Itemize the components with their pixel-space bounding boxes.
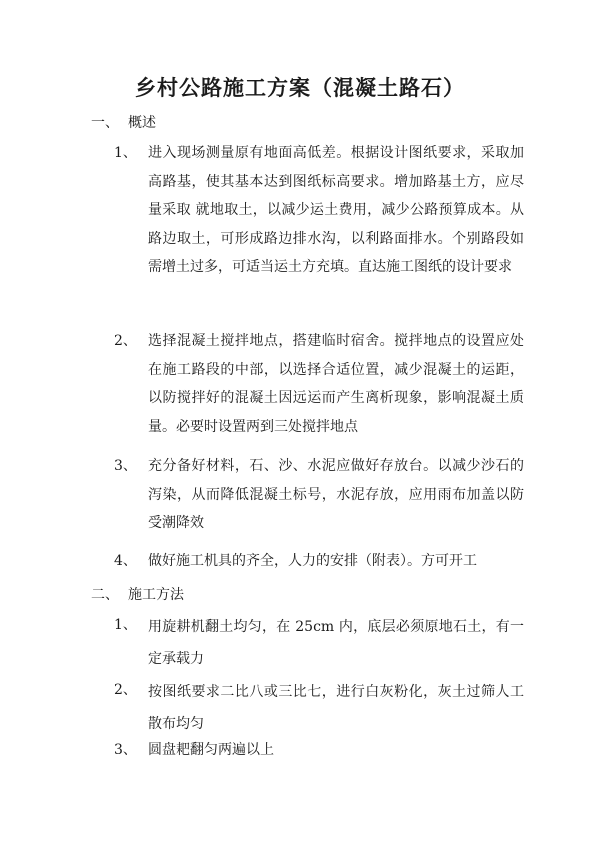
section-number: 一、	[91, 115, 119, 131]
item-number: 1、	[114, 617, 137, 633]
page-title: 乡村公路施工方案（混凝土路石）	[135, 75, 465, 100]
item-text: 用旋耕机翻土均匀，在 25cm 内，底层必须原地石土，有一定承载力	[148, 619, 524, 667]
item-number: 2、	[114, 682, 137, 698]
item-number: 3、	[114, 742, 137, 758]
item-number: 1、	[114, 145, 137, 161]
section-number: 二、	[91, 587, 119, 603]
item-text: 按图纸要求二比八或三比七，进行白灰粉化，灰土过筛人工散布均匀	[148, 684, 524, 732]
item-text: 选择混凝土搅拌地点，搭建临时宿舍。搅拌地点的设置应处在施工路段的中部，以选择合适位置，减少混凝土的运距，以防搅拌好的混凝土因远运而产生离析现象，影响混凝土质量。必要时设置两到三处搅拌地点	[148, 333, 524, 435]
item-text: 充分备好材料，石、沙、水泥应做好存放台。以减少沙石的泻染，从而降低混凝土标号，水泥存放，应用雨布加盖以防受潮降效	[148, 458, 524, 531]
section-heading-construction-method	[91, 585, 184, 605]
item-number: 3、	[114, 458, 137, 474]
section-title: 概述	[128, 115, 156, 131]
item-text: 圆盘耙翻匀两遍以上	[148, 742, 274, 758]
item-text: 进入现场测量原有地面高低差。根据设计图纸要求，采取加高路基，使其基本达到图纸标高要求。增加路基土方，应尽量采取 就地取土，以减少运土费用，减少公路预算成本。从路边取土，可形成路边排水沟，以利路面排水。个别路段如需增土过多，可适当运土方充填。直达施工图纸的设计要求	[148, 145, 524, 275]
item-text: 做好施工机具的齐全，人力的安排（附表）。方可开工	[148, 553, 477, 569]
section-heading-overview	[91, 113, 156, 133]
item-number: 2、	[114, 333, 137, 349]
section-title: 施工方法	[128, 587, 184, 603]
item-number: 4、	[114, 553, 137, 569]
